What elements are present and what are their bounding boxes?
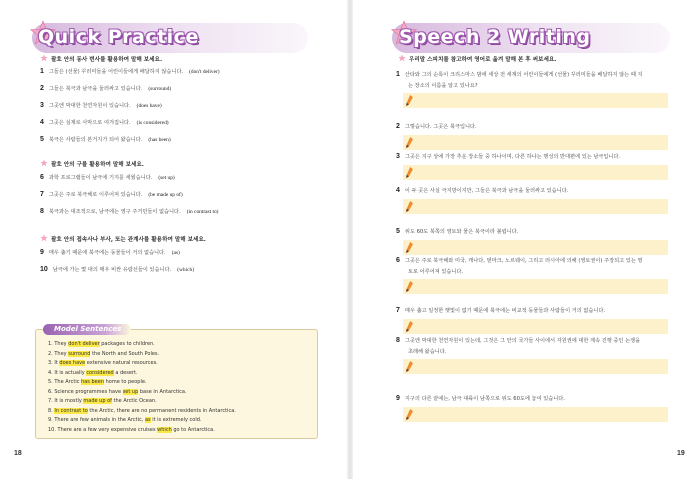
- pencil-icon: [406, 361, 413, 372]
- answer-box[interactable]: [403, 240, 668, 255]
- model-sentences-title: Model Sentences: [54, 325, 122, 333]
- practice-item: [40, 249, 180, 256]
- prompt-text: 그렇습니다. 그곳은 북극입니다.: [404, 124, 477, 130]
- item-text: 남극에 가는 몇 대의 매우 비싼 유람선들이 있습니다.: [52, 267, 172, 273]
- sentence-text: home to people.: [104, 379, 147, 385]
- speech-writing-title: Speech 2 Writing: [399, 26, 591, 48]
- item-hint: (as): [171, 250, 180, 256]
- section-instruction: [40, 234, 206, 243]
- instruction-text: 괄호 안의 접속사나 부사, 또는 관계사를 활용하여 말해 보세요.: [51, 237, 206, 243]
- prompt-text: 지구의 다른 끝에는, 남극 대륙이 남쪽으로 위도 60도에 놓여 있습니다.: [404, 396, 565, 402]
- item-text: 북극과는 대조적으로, 남극에는 영구 주거민들이 없습니다.: [48, 209, 181, 215]
- model-sentence: [48, 417, 202, 423]
- item-number: 1: [40, 68, 44, 75]
- item-number: 4: [40, 119, 44, 126]
- sentence-text: the Arctic, there are no permanent residents in Antarctica.: [87, 407, 236, 414]
- answer-box[interactable]: [403, 199, 668, 214]
- highlighted-phrase: surround: [68, 350, 91, 357]
- writing-prompt: [396, 306, 668, 317]
- pencil-icon: [406, 242, 413, 253]
- item-number: 5: [40, 136, 44, 143]
- item-number: 9: [40, 249, 44, 256]
- pencil-icon: [406, 281, 413, 292]
- item-number: 4: [396, 187, 400, 194]
- sentence-text: 9. There are few animals in the Arctic,: [48, 417, 145, 423]
- section-instruction: [40, 54, 162, 63]
- item-hint: (don't deliver): [189, 69, 220, 75]
- practice-item: [40, 266, 194, 273]
- pencil-icon: [406, 321, 413, 332]
- sentence-text: 5. The Arctic: [48, 379, 82, 385]
- model-sentence: [48, 341, 155, 347]
- writing-prompt: [396, 336, 668, 357]
- model-sentence: [48, 379, 147, 385]
- prompt-text: 그곳은 주로 북극해와 미국, 캐나다, 덴마크, 노르웨이, 그리고 러시아에 의해 (영토권이) 주장되고 있는 영: [404, 258, 643, 264]
- prompt-text: 토로 이루어져 있습니다.: [408, 268, 464, 275]
- prompt-text: 산타와 그의 순록이 크리스마스 밤에 세상 전 세계의 어린이들에게 (선물) 꾸러미들을 배달하지 않는 때 지: [404, 72, 643, 78]
- practice-item: [40, 208, 218, 215]
- answer-box[interactable]: [403, 135, 668, 150]
- sentence-text: packages to children.: [99, 341, 155, 347]
- item-text: 매우 춥기 때문에 북극에는 동물들이 거의 없습니다.: [48, 250, 166, 256]
- writing-prompt: [396, 227, 668, 238]
- practice-item: [40, 191, 183, 198]
- model-sentence: [48, 398, 157, 404]
- highlighted-phrase: which: [157, 426, 172, 433]
- answer-box[interactable]: [403, 319, 668, 334]
- writing-prompt: [396, 70, 668, 91]
- item-number: 5: [396, 228, 400, 235]
- item-text: 그곳은 주로 북극해로 이루어져 있습니다.: [48, 192, 143, 198]
- writing-prompt: [396, 122, 668, 133]
- sentence-text: 10. There are a few very expensive cruises: [48, 426, 158, 433]
- model-sentence: [48, 389, 187, 395]
- highlighted-phrase: made up of: [83, 398, 112, 404]
- highlighted-phrase: does have: [59, 360, 86, 366]
- pencil-icon: [406, 409, 413, 420]
- answer-box[interactable]: [403, 279, 668, 294]
- instruction-text: 우리말 스피치를 참고하여 영어로 옮겨 말해 본 후 써보세요.: [409, 57, 557, 63]
- item-text: 그곳엔 막대한 천연자원이 있습니다.: [48, 103, 131, 109]
- item-text: 그들은 (선물) 꾸러미들을 어린이들에게 배달하지 않습니다.: [48, 69, 184, 75]
- item-hint: (which): [177, 267, 194, 273]
- highlighted-phrase: as: [144, 417, 151, 423]
- model-sentence: [48, 370, 138, 376]
- item-number: 10: [40, 266, 48, 273]
- pencil-icon: [406, 95, 413, 106]
- sentence-text: 6. Science programmes have: [48, 388, 123, 395]
- writing-prompt: [396, 186, 668, 197]
- item-hint: (is considered): [136, 120, 169, 126]
- highlighted-phrase: considered: [86, 369, 114, 376]
- pencil-icon: [406, 201, 413, 212]
- prompt-text: 그곳은 지구 상에 가장 추운 장소들 중 하나이며, 다른 하나는 행성의 반대편에 있는 남극입니다.: [404, 154, 621, 160]
- star-icon: [40, 159, 48, 167]
- prompt-text: 매우 춥고 일정한 햇빛이 없기 때문에 북극에는 비교적 동물들과 사람들이 거의 없습니다.: [404, 308, 606, 314]
- item-number: 9: [396, 395, 400, 402]
- sentence-text: 8.: [48, 407, 55, 414]
- item-number: 8: [40, 208, 44, 215]
- prompt-text: 그곳엔 막대한 천연자원이 있는데, 그것은 그 안의 국가들 사이에서 자원권에 대한 계속 진행 중인 논쟁을: [404, 338, 641, 344]
- page-number: 18: [14, 450, 22, 457]
- item-number: 1: [396, 71, 400, 78]
- answer-box[interactable]: [403, 359, 668, 374]
- sentence-text: 7. It is mostly: [48, 398, 84, 404]
- prompt-text: 이 두 곳은 사실 극지방이지만, 그들은 북극과 남극을 둘러싸고 있습니다.: [404, 188, 569, 194]
- pencil-icon: [406, 137, 413, 148]
- practice-item: [40, 136, 171, 143]
- star-icon: [40, 234, 48, 242]
- sentence-text: the North and South Poles.: [90, 350, 160, 357]
- writing-prompt: [396, 152, 668, 163]
- pencil-icon: [406, 167, 413, 178]
- sentence-text: a desert.: [113, 369, 138, 376]
- highlighted-phrase: has been: [81, 379, 104, 385]
- item-text: 과학 프로그램들이 남극에 기지를 세웠습니다.: [48, 175, 153, 181]
- instruction-text: 괄호 안의 구를 활용하여 말해 보세요.: [51, 162, 144, 168]
- practice-item: [40, 85, 171, 92]
- item-hint: (has been): [148, 137, 171, 143]
- item-hint: (set up): [158, 175, 175, 181]
- item-hint: (surround): [148, 86, 172, 92]
- item-text: 그곳은 실제로 사막으로 여겨집니다.: [48, 120, 131, 126]
- item-number: 7: [40, 191, 44, 198]
- prompt-text: 초래해 왔습니다.: [408, 348, 447, 355]
- sentence-text: the Arctic Ocean.: [111, 398, 157, 404]
- highlighted-phrase: In contrast to: [54, 407, 88, 414]
- sentence-text: it is extremely cold.: [150, 417, 202, 423]
- sentence-text: 3. It: [48, 360, 60, 366]
- item-hint: (in contrast to): [186, 209, 219, 215]
- item-number: 3: [396, 153, 400, 160]
- answer-box[interactable]: [403, 93, 668, 108]
- model-sentence: [48, 351, 159, 357]
- highlighted-phrase: set up: [122, 388, 139, 395]
- item-number: 6: [396, 257, 400, 264]
- practice-item: [40, 174, 175, 181]
- practice-item: [40, 119, 169, 126]
- writing-instruction: [398, 54, 556, 63]
- page-number: 19: [677, 450, 685, 457]
- practice-item: [40, 68, 220, 75]
- model-sentence: [48, 427, 215, 433]
- item-number: 6: [40, 174, 44, 181]
- sentence-text: base in Antarctica.: [138, 388, 187, 395]
- sentence-text: 4. It is actually: [48, 369, 87, 376]
- instruction-text: 괄호 안의 동사 번사를 활용하여 말해 보세요.: [51, 57, 163, 63]
- item-text: 북극은 사람들의 본거지가 되어 왔습니다.: [48, 137, 143, 143]
- sentence-text: go to Antarctica.: [171, 426, 215, 433]
- sentence-text: 1. They: [48, 341, 69, 347]
- writing-prompt: [396, 394, 668, 405]
- star-icon: [398, 54, 406, 62]
- item-number: 2: [40, 85, 44, 92]
- practice-item: [40, 102, 162, 109]
- answer-box[interactable]: [403, 407, 668, 422]
- prompt-text: 위도 60도 북쪽의 영토와 물은 북극이라 불립니다.: [404, 229, 519, 235]
- highlighted-phrase: don't deliver: [68, 341, 100, 347]
- sentence-text: extensive natural resources.: [85, 360, 158, 366]
- item-number: 7: [396, 307, 400, 314]
- sentence-text: 2. They: [48, 350, 69, 357]
- item-hint: (be made up of): [148, 192, 183, 198]
- model-sentence: [48, 360, 158, 366]
- quick-practice-title: Quick Practice: [38, 26, 199, 48]
- item-text: 그들은 북극과 남극을 둘러싸고 있습니다.: [48, 86, 143, 92]
- model-sentence: [48, 408, 236, 414]
- item-hint: (does have): [136, 103, 162, 109]
- prompt-text: 는 장소의 이름을 알고 있나요?: [408, 82, 478, 89]
- answer-box[interactable]: [403, 165, 668, 180]
- item-number: 3: [40, 102, 44, 109]
- item-number: 8: [396, 337, 400, 344]
- section-instruction: [40, 159, 144, 168]
- star-icon: [40, 54, 48, 62]
- writing-prompt: [396, 256, 668, 277]
- item-number: 2: [396, 123, 400, 130]
